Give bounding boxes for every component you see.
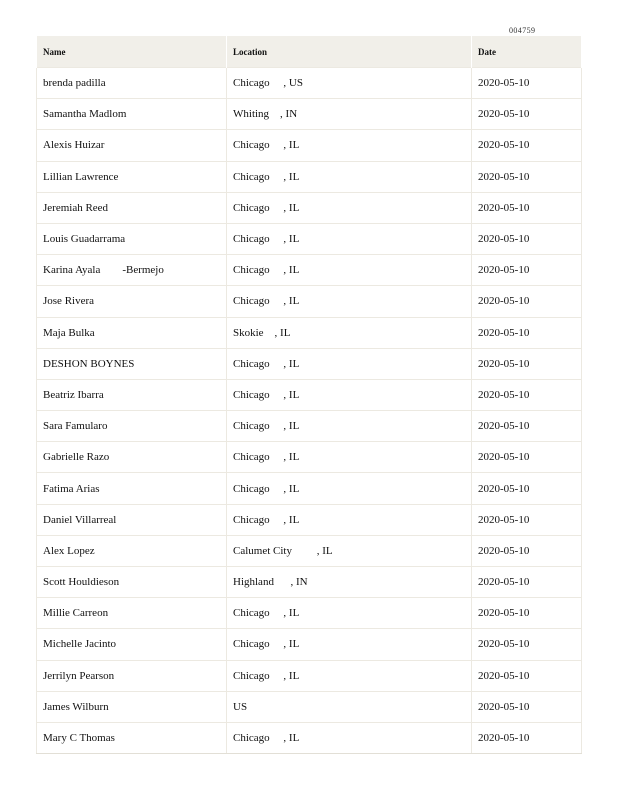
name-cell: Scott Houldieson: [37, 567, 227, 598]
location-cell: Whiting , IN: [227, 99, 472, 130]
date-cell: 2020-05-10: [472, 535, 582, 566]
table-row: [37, 161, 582, 192]
name-cell: James Wilburn: [37, 691, 227, 722]
date-cell: 2020-05-10: [472, 629, 582, 660]
date-cell: 2020-05-10: [472, 567, 582, 598]
table-row: [37, 348, 582, 379]
table-row: [37, 442, 582, 473]
table-row: [37, 99, 582, 130]
name-cell: Sara Famularo: [37, 411, 227, 442]
table-row: [37, 473, 582, 504]
name-cell: Maja Bulka: [37, 317, 227, 348]
name-cell: Gabrielle Razo: [37, 442, 227, 473]
table-row: [37, 567, 582, 598]
name-cell: Jose Rivera: [37, 286, 227, 317]
location-cell: Chicago , US: [227, 68, 472, 99]
location-cell: Chicago , IL: [227, 255, 472, 286]
date-cell: 2020-05-10: [472, 223, 582, 254]
name-cell: Beatriz Ibarra: [37, 379, 227, 410]
date-cell: 2020-05-10: [472, 691, 582, 722]
location-cell: Chicago , IL: [227, 504, 472, 535]
column-header-date: Date: [472, 36, 582, 68]
location-cell: Chicago , IL: [227, 223, 472, 254]
name-cell: Lillian Lawrence: [37, 161, 227, 192]
date-cell: 2020-05-10: [472, 473, 582, 504]
name-cell: Alex Lopez: [37, 535, 227, 566]
table-row: [37, 629, 582, 660]
name-cell: Daniel Villarreal: [37, 504, 227, 535]
location-cell: Calumet City , IL: [227, 535, 472, 566]
table-row: [37, 286, 582, 317]
location-cell: Chicago , IL: [227, 598, 472, 629]
name-cell: Jeremiah Reed: [37, 192, 227, 223]
date-cell: 2020-05-10: [472, 161, 582, 192]
date-cell: 2020-05-10: [472, 317, 582, 348]
date-cell: 2020-05-10: [472, 348, 582, 379]
location-cell: Chicago , IL: [227, 348, 472, 379]
table-row: [37, 317, 582, 348]
table-row: [37, 411, 582, 442]
name-cell: Samantha Madlom: [37, 99, 227, 130]
date-cell: 2020-05-10: [472, 379, 582, 410]
column-header-name: Name: [37, 36, 227, 68]
location-cell: Chicago , IL: [227, 442, 472, 473]
records-table: [36, 36, 582, 754]
table-row: [37, 691, 582, 722]
date-cell: 2020-05-10: [472, 504, 582, 535]
location-cell: Skokie , IL: [227, 317, 472, 348]
name-cell: Louis Guadarrama: [37, 223, 227, 254]
table-header-row: [37, 36, 582, 68]
location-cell: Chicago , IL: [227, 130, 472, 161]
date-cell: 2020-05-10: [472, 286, 582, 317]
date-cell: 2020-05-10: [472, 722, 582, 753]
name-cell: Karina Ayala -Bermejo: [37, 255, 227, 286]
name-cell: DESHON BOYNES: [37, 348, 227, 379]
table-row: [37, 223, 582, 254]
date-cell: 2020-05-10: [472, 598, 582, 629]
location-cell: Chicago , IL: [227, 286, 472, 317]
location-cell: Chicago , IL: [227, 473, 472, 504]
location-cell: Chicago , IL: [227, 722, 472, 753]
location-cell: Chicago , IL: [227, 379, 472, 410]
location-cell: Chicago , IL: [227, 192, 472, 223]
name-cell: Michelle Jacinto: [37, 629, 227, 660]
date-cell: 2020-05-10: [472, 68, 582, 99]
location-cell: Chicago , IL: [227, 629, 472, 660]
table-row: [37, 535, 582, 566]
table-row: [37, 192, 582, 223]
location-cell: Highland , IN: [227, 567, 472, 598]
location-cell: Chicago , IL: [227, 411, 472, 442]
table-row: [37, 379, 582, 410]
name-cell: Fatima Arias: [37, 473, 227, 504]
name-cell: Jerrilyn Pearson: [37, 660, 227, 691]
table-row: [37, 68, 582, 99]
table-row: [37, 660, 582, 691]
location-cell: US: [227, 691, 472, 722]
location-cell: Chicago , IL: [227, 660, 472, 691]
table-row: [37, 598, 582, 629]
table-row: [37, 722, 582, 753]
date-cell: 2020-05-10: [472, 411, 582, 442]
name-cell: Millie Carreon: [37, 598, 227, 629]
table-body: [37, 68, 582, 754]
date-cell: 2020-05-10: [472, 255, 582, 286]
document-id: 004759: [509, 26, 536, 35]
date-cell: 2020-05-10: [472, 442, 582, 473]
location-cell: Chicago , IL: [227, 161, 472, 192]
name-cell: Alexis Huizar: [37, 130, 227, 161]
column-header-location: Location: [227, 36, 472, 68]
table-row: [37, 504, 582, 535]
date-cell: 2020-05-10: [472, 130, 582, 161]
name-cell: brenda padilla: [37, 68, 227, 99]
table-row: [37, 255, 582, 286]
table-row: [37, 130, 582, 161]
date-cell: 2020-05-10: [472, 99, 582, 130]
date-cell: 2020-05-10: [472, 192, 582, 223]
name-cell: Mary C Thomas: [37, 722, 227, 753]
date-cell: 2020-05-10: [472, 660, 582, 691]
